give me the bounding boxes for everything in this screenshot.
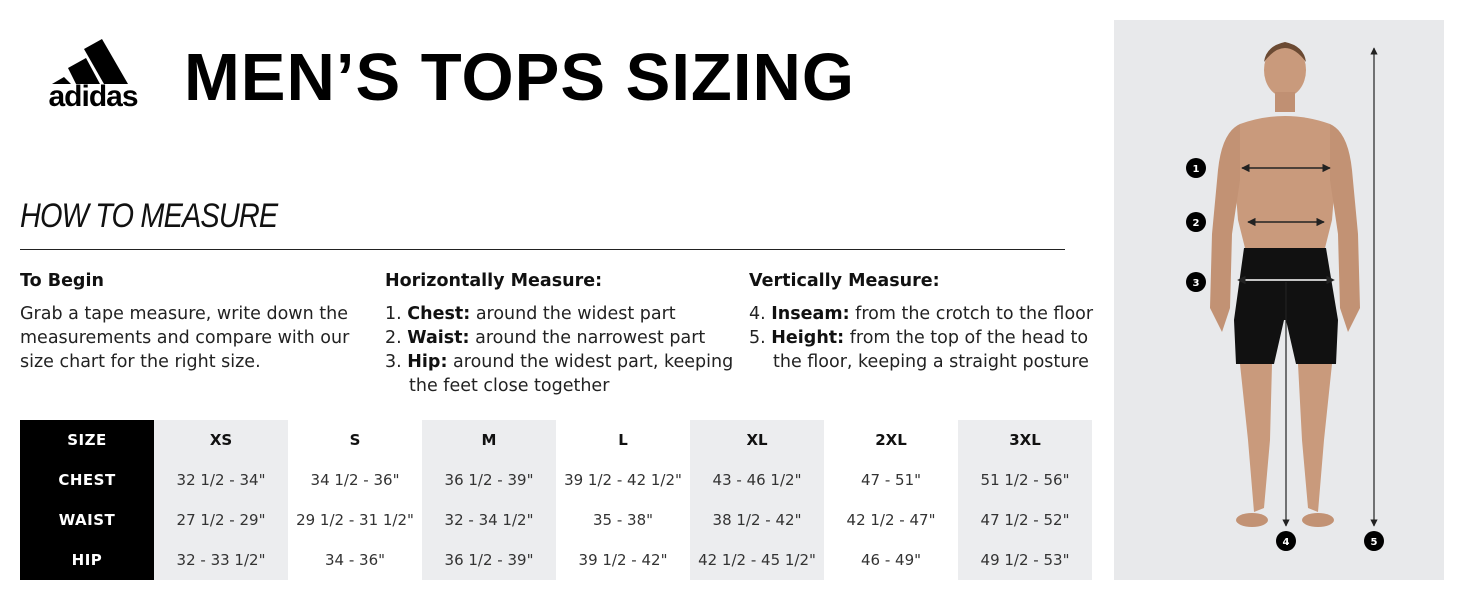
svg-text:5: 5 — [1370, 537, 1378, 548]
three-stripes-icon — [40, 38, 146, 84]
waist-cell: 27 1/2 - 29" — [154, 500, 288, 540]
measure-item-waist: 2. Waist: around the narrowest part — [385, 328, 706, 348]
row-header-waist: WAIST — [20, 500, 154, 540]
page-title: MEN’S TOPS SIZING — [184, 40, 855, 115]
marker-5 — [1364, 531, 1384, 551]
row-header-size: SIZE — [20, 420, 154, 460]
waist-cell: 32 - 34 1/2" — [422, 500, 556, 540]
marker-1 — [1186, 158, 1206, 178]
divider — [20, 249, 1065, 250]
to-begin-heading: To Begin — [20, 271, 104, 291]
size-header: XS — [154, 420, 288, 460]
marker-3 — [1186, 272, 1206, 292]
chest-cell: 36 1/2 - 39" — [422, 460, 556, 500]
table-row-waist — [20, 500, 1092, 540]
chest-cell: 39 1/2 - 42 1/2" — [564, 471, 682, 489]
waist-cell: 42 1/2 - 47" — [846, 511, 936, 529]
measure-item-inseam: 4. Inseam: from the crotch to the floor — [749, 304, 1094, 324]
model-figure — [1210, 42, 1360, 527]
size-header: 3XL — [958, 420, 1092, 460]
vertical-measure-section — [749, 268, 1099, 374]
hip-cell: 39 1/2 - 42" — [578, 551, 668, 569]
svg-text:3: 3 — [1192, 278, 1200, 289]
size-header: 2XL — [875, 431, 907, 449]
horizontal-measure-section — [385, 268, 740, 398]
row-header-hip: HIP — [20, 540, 154, 580]
vertical-measure-heading: Vertically Measure: — [749, 271, 940, 291]
table-row-chest — [20, 460, 1092, 500]
chest-cell: 43 - 46 1/2" — [690, 460, 824, 500]
how-to-measure-heading: HOW TO MEASURE — [20, 197, 278, 235]
hip-cell: 49 1/2 - 53" — [958, 540, 1092, 580]
table-row-hip — [20, 540, 1092, 580]
measurement-figure-panel — [1114, 20, 1444, 580]
size-header: S — [349, 431, 361, 449]
size-header: M — [422, 420, 556, 460]
to-begin-section — [20, 268, 365, 374]
hip-cell: 46 - 49" — [860, 551, 922, 569]
waist-cell: 47 1/2 - 52" — [958, 500, 1092, 540]
hip-cell: 34 - 36" — [324, 551, 386, 569]
adidas-logo — [40, 38, 146, 112]
size-chart-table — [20, 420, 1092, 580]
chest-cell: 32 1/2 - 34" — [154, 460, 288, 500]
marker-2 — [1186, 212, 1206, 232]
waist-cell: 29 1/2 - 31 1/2" — [296, 511, 414, 529]
horizontal-measure-heading: Horizontally Measure: — [385, 271, 603, 291]
measure-item-chest: 1. Chest: around the widest part — [385, 304, 676, 324]
brand-wordmark: adidas — [48, 80, 138, 113]
waist-cell: 38 1/2 - 42" — [690, 500, 824, 540]
svg-text:4: 4 — [1282, 537, 1290, 548]
to-begin-text: Grab a tape measure, write down the measurements and compare with our size chart for the right size. — [20, 304, 350, 372]
measure-item-height: 5. Height: from the top of the head to the floor, keeping a straight posture — [749, 328, 1089, 372]
hip-cell: 36 1/2 - 39" — [422, 540, 556, 580]
chest-cell: 34 1/2 - 36" — [310, 471, 400, 489]
chest-cell: 47 - 51" — [860, 471, 922, 489]
size-header: L — [618, 431, 628, 449]
measure-item-hip: 3. Hip: around the widest part, keeping the feet close together — [385, 352, 734, 396]
svg-text:2: 2 — [1192, 218, 1200, 229]
size-header: XL — [690, 420, 824, 460]
marker-4 — [1276, 531, 1296, 551]
row-header-chest: CHEST — [20, 460, 154, 500]
waist-cell: 35 - 38" — [592, 511, 654, 529]
chest-cell: 51 1/2 - 56" — [958, 460, 1092, 500]
hip-cell: 42 1/2 - 45 1/2" — [690, 540, 824, 580]
table-row-size — [20, 420, 1092, 460]
svg-text:1: 1 — [1192, 164, 1200, 175]
hip-cell: 32 - 33 1/2" — [154, 540, 288, 580]
body-measurement-illustration — [1114, 20, 1444, 580]
